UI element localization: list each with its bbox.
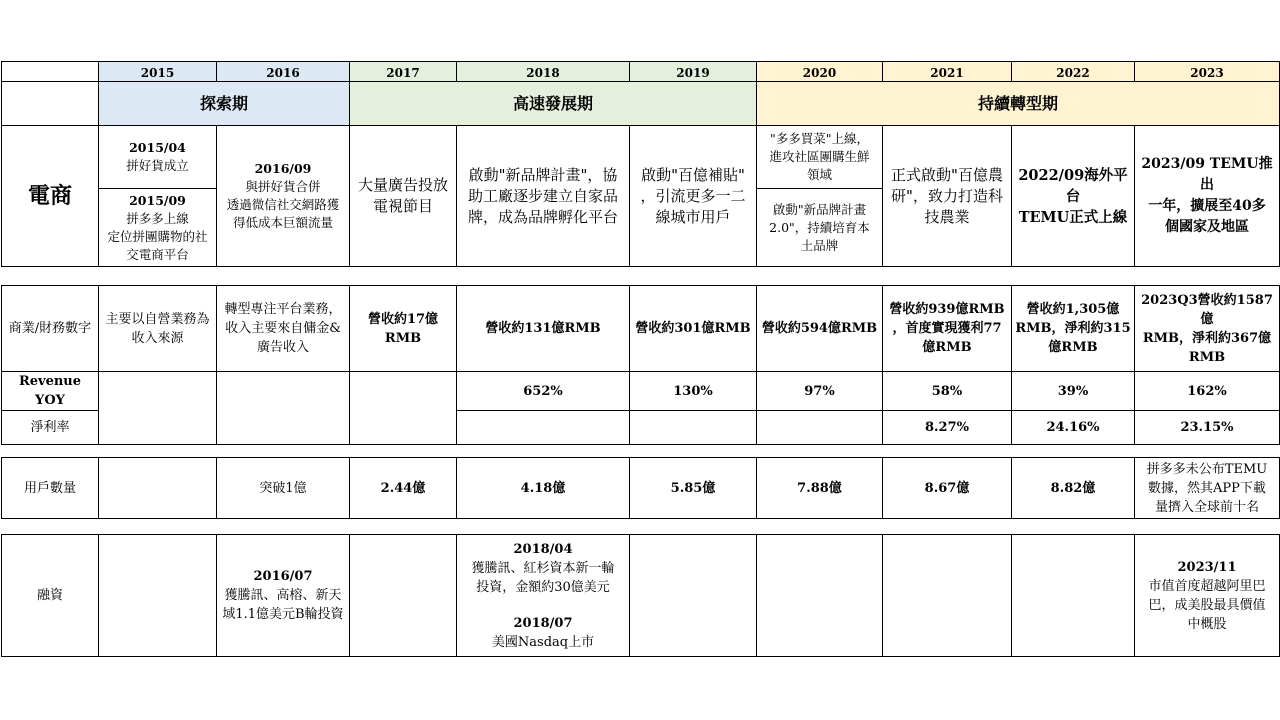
ecommerce-2015-top-date: 2015/04 xyxy=(129,140,186,155)
funding-2018-date-1: 2018/04 xyxy=(513,541,573,557)
funding-2023-line: 巴，成美股最具價值 xyxy=(1148,597,1266,613)
ecommerce-2016-line: 與拼好貨合併 xyxy=(245,179,321,194)
ecommerce-2023 xyxy=(1135,126,1280,267)
ecommerce-2022-line: 2022/09海外平台 xyxy=(1018,166,1128,205)
timeline-table xyxy=(1,61,1280,267)
users-2023-line: 量擠入全球前十名 xyxy=(1154,499,1259,515)
funding-2023-date: 2023/11 xyxy=(1177,559,1237,575)
ecommerce-2016-line: 得低成本巨額流量 xyxy=(232,215,333,230)
funding-2016-line: 獲騰訊、高榕、新天 xyxy=(224,588,342,603)
business-2018: 營收約131億RMB xyxy=(457,286,630,372)
funding-2015 xyxy=(99,535,217,657)
ecommerce-2019 xyxy=(630,126,757,267)
ecommerce-label: 電商 xyxy=(2,126,99,267)
ecommerce-2017-line: 電視節目 xyxy=(372,197,433,215)
users-2018: 4.18億 xyxy=(457,458,630,519)
phase-row xyxy=(2,82,1280,126)
business-2023-line: RMB xyxy=(1188,349,1226,365)
users-2023-line: 數據，然其APP下載 xyxy=(1148,480,1266,496)
funding-2019 xyxy=(630,535,757,657)
net-margin-2021: 8.27% xyxy=(883,411,1012,445)
users-table xyxy=(1,457,1280,519)
ecommerce-2016 xyxy=(217,126,350,267)
ecommerce-2018-line: 啟動"新品牌計畫"，協 xyxy=(468,165,618,184)
net-margin-2022: 24.16% xyxy=(1012,411,1135,445)
business-2022-line: RMB，淨利約315 xyxy=(1015,321,1131,336)
ecommerce-2015-bottom-date: 2015/09 xyxy=(129,192,186,208)
phase-growth: 高速發展期 xyxy=(350,82,757,126)
ecommerce-2017-line: 大量廣告投放 xyxy=(357,176,448,194)
ecommerce-2015-bottom-line: 拼多多上線 xyxy=(126,210,189,226)
users-2020: 7.88億 xyxy=(757,458,883,519)
ecommerce-2020-bottom-line: 2.0"，持續培育本 xyxy=(769,219,870,235)
business-2016-line: 轉型專注平台業務， xyxy=(224,302,342,317)
funding-row xyxy=(2,535,1280,657)
net-margin-2018 xyxy=(457,411,630,445)
ecommerce-2019-line: 線城市用戶 xyxy=(655,207,731,226)
users-2023 xyxy=(1135,458,1280,519)
business-2015 xyxy=(99,286,217,372)
ecommerce-row-top xyxy=(2,126,1280,189)
revenue-yoy-2020: 97% xyxy=(757,372,883,411)
ecommerce-2015-bottom xyxy=(99,189,217,267)
ecommerce-2020-top-line: "多多買菜"上線， xyxy=(770,131,869,146)
ecommerce-2015-top xyxy=(99,126,217,189)
ecommerce-2016-line: 透過微信社交網路獲 xyxy=(226,197,340,212)
business-2022 xyxy=(1012,286,1135,372)
year-2021: 2021 xyxy=(883,62,1012,82)
year-header-blank xyxy=(2,62,99,82)
year-2020: 2020 xyxy=(757,62,883,82)
funding-2016-line: 域1.1億美元B輪投資 xyxy=(222,607,344,622)
year-2017: 2017 xyxy=(350,62,457,82)
revenue-yoy-2015 xyxy=(99,372,217,445)
users-2019: 5.85億 xyxy=(630,458,757,519)
business-2016-line: 收入主要來自傭金& xyxy=(225,321,341,336)
year-2015: 2015 xyxy=(99,62,217,82)
funding-2018-line: 獲騰訊、紅杉資本新一輪 xyxy=(471,560,615,576)
net-margin-2020 xyxy=(757,411,883,445)
business-2016-line: 廣告收入 xyxy=(256,340,309,355)
business-2021-line: ，首度實現獲利77 xyxy=(892,321,1002,336)
funding-2020 xyxy=(757,535,883,657)
ecommerce-2017 xyxy=(350,126,457,267)
ecommerce-2019-line: 啟動"百億補貼" xyxy=(641,165,745,184)
ecommerce-2021-line: 正式啟動"百億農 xyxy=(891,165,1003,184)
ecommerce-2022-line: TEMU正式上線 xyxy=(1018,208,1128,226)
business-row xyxy=(2,286,1280,372)
business-label: 商業/財務數字 xyxy=(2,286,99,372)
funding-2022 xyxy=(1012,535,1135,657)
revenue-yoy-2019: 130% xyxy=(630,372,757,411)
ecommerce-2023-line: 個國家及地區 xyxy=(1165,219,1249,235)
ecommerce-2015-top-text: 拼好貨成立 xyxy=(126,158,189,173)
ecommerce-2018-line: 助工廠逐步建立自家品 xyxy=(467,186,618,205)
funding-2018-line: 投資，金額約30億美元 xyxy=(476,579,610,595)
funding-2018 xyxy=(457,535,630,657)
ecommerce-2020-top xyxy=(757,126,883,189)
ecommerce-2018-line: 牌，成為品牌孵化平台 xyxy=(467,207,618,226)
funding-table xyxy=(1,534,1280,657)
phase-transform: 持續轉型期 xyxy=(757,82,1280,126)
ecommerce-2023-line: 2023/09 TEMU推出 xyxy=(1141,156,1273,193)
year-header-row xyxy=(2,62,1280,82)
ecommerce-2015-bottom-line: 定位拼團購物的社 xyxy=(107,228,208,244)
revenue-yoy-label: Revenue YOY xyxy=(2,372,99,411)
year-2019: 2019 xyxy=(630,62,757,82)
net-margin-label: 淨利率 xyxy=(2,411,99,445)
ecommerce-2021-line: 研"，致力打造科 xyxy=(891,186,1003,205)
ecommerce-2021 xyxy=(883,126,1012,267)
funding-2018-line: 美國Nasdaq上市 xyxy=(491,634,595,650)
business-2022-line: 億RMB xyxy=(1048,340,1098,355)
year-2023: 2023 xyxy=(1135,62,1280,82)
business-2016 xyxy=(217,286,350,372)
business-2017-line: 營收約17億 xyxy=(367,311,439,327)
ecommerce-2019-line: ，引流更多一二 xyxy=(640,186,746,205)
revenue-yoy-2016 xyxy=(217,372,350,445)
revenue-yoy-2018: 652% xyxy=(457,372,630,411)
ecommerce-2018 xyxy=(457,126,630,267)
net-margin-2023: 23.15% xyxy=(1135,411,1280,445)
funding-2023 xyxy=(1135,535,1280,657)
funding-2017 xyxy=(350,535,457,657)
users-label: 用戶數量 xyxy=(2,458,99,519)
ecommerce-2022 xyxy=(1012,126,1135,267)
ecommerce-2020-bottom-line: 土品牌 xyxy=(800,237,839,253)
financial-table xyxy=(1,285,1280,445)
business-2021 xyxy=(883,286,1012,372)
business-2019: 營收約301億RMB xyxy=(630,286,757,372)
revenue-yoy-2022: 39% xyxy=(1012,372,1135,411)
users-2017: 2.44億 xyxy=(350,458,457,519)
users-2021: 8.67億 xyxy=(883,458,1012,519)
revenue-yoy-2021: 58% xyxy=(883,372,1012,411)
business-2021-line: 營收約939億RMB xyxy=(889,302,1005,317)
business-2020: 營收約594億RMB xyxy=(757,286,883,372)
net-margin-2019 xyxy=(630,411,757,445)
funding-2018-date-2: 2018/07 xyxy=(513,615,573,631)
phase-explore: 探索期 xyxy=(99,82,350,126)
ecommerce-2023-line: 一年，擴展至40多 xyxy=(1148,198,1266,214)
year-2016: 2016 xyxy=(217,62,350,82)
revenue-yoy-row xyxy=(2,372,1280,411)
business-2022-line: 營收約1,305億 xyxy=(1026,302,1120,317)
users-2015 xyxy=(99,458,217,519)
year-2018: 2018 xyxy=(457,62,630,82)
users-2023-line: 拼多多未公布TEMU xyxy=(1146,461,1268,477)
business-2023 xyxy=(1135,286,1280,372)
ecommerce-2020-top-line: 領域 xyxy=(806,167,832,182)
funding-2018-spacer xyxy=(459,597,627,614)
revenue-yoy-2017 xyxy=(350,372,457,445)
business-2015-line: 收入來源 xyxy=(131,330,184,346)
ecommerce-2021-line: 技農業 xyxy=(924,207,970,226)
business-2017-line: RMB xyxy=(384,330,422,346)
phase-blank xyxy=(2,82,99,126)
year-2022: 2022 xyxy=(1012,62,1135,82)
business-2023-line: 2023Q3營收約1587億 xyxy=(1141,292,1273,327)
ecommerce-2016-date: 2016/09 xyxy=(254,161,312,176)
revenue-yoy-2023: 162% xyxy=(1135,372,1280,411)
funding-2016 xyxy=(217,535,350,657)
business-2015-line: 主要以自營業務為 xyxy=(105,311,210,327)
funding-label: 融資 xyxy=(2,535,99,657)
funding-2016-date: 2016/07 xyxy=(253,569,313,584)
ecommerce-2020-bottom-line: 啟動"新品牌計畫 xyxy=(772,201,867,217)
ecommerce-2015-bottom-line: 交電商平台 xyxy=(126,246,189,262)
ecommerce-2020-bottom xyxy=(757,189,883,267)
funding-2023-line: 中概股 xyxy=(1187,616,1227,632)
users-2016: 突破1億 xyxy=(217,458,350,519)
users-row xyxy=(2,458,1280,519)
funding-2023-line: 市值首度超越阿里巴 xyxy=(1148,578,1266,594)
business-2023-line: RMB，淨利約367億 xyxy=(1142,330,1272,346)
ecommerce-2020-top-line: 進攻社區團購生鮮 xyxy=(769,149,870,164)
business-2017 xyxy=(350,286,457,372)
business-2021-line: 億RMB xyxy=(922,340,972,355)
users-2022: 8.82億 xyxy=(1012,458,1135,519)
funding-2021 xyxy=(883,535,1012,657)
